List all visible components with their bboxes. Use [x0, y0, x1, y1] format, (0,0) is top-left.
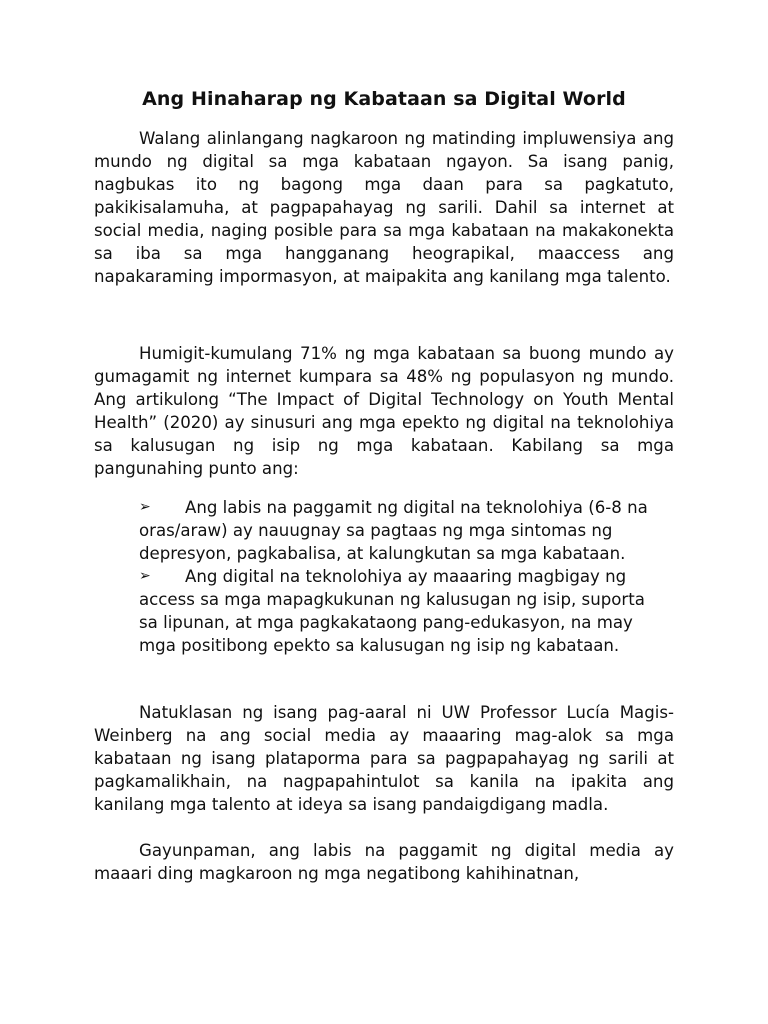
arrowhead-bullet-icon: ➢ [139, 499, 151, 515]
document-page [94, 0, 674, 885]
paragraph-study: Natuklasan ng isang pag-aaral ni UW Professor Lucía Magis-Weinberg na ang social media ay maaaring mag-alok sa mga kabataan ng isang plataporma para sa pagpapahayag ng sarili at pagkamalikhain, na nagpapahintulot sa kanila na ipakita ang kanilang mga talento at ideya sa isang pandaigdigang madla. [94, 703, 674, 814]
document-title: Ang Hinaharap ng Kabataan sa Digital World [142, 88, 626, 110]
list-item [139, 496, 674, 565]
paragraph-statistics: Humigit-kumulang 71% ng mga kabataan sa buong mundo ay gumagamit ng internet kumpara sa 48% ng populasyon ng mundo. Ang artikulong “The Impact of Digital Technology on Youth Mental Health” (2020) ay sinusuri ang mga epekto ng digital na teknolohiya sa kalusugan ng isip ng mga kabataan. Kabilang sa mga pangunahing punto ang: [94, 344, 674, 478]
list-item-text: Ang digital na teknolohiya ay maaaring magbigay ng access sa mga mapagkukunan ng kalusugan ng isip, suporta sa lipunan, at mga pagkakataong pang-edukasyon, na may mga positibong epekto sa kalusugan ng isip ng kabataan. [139, 567, 645, 655]
arrowhead-bullet-icon: ➢ [139, 568, 151, 584]
key-points-list [94, 496, 674, 657]
list-item-text: Ang labis na paggamit ng digital na teknolohiya (6-8 na oras/araw) ay nauugnay sa pagtaas ng mga sintomas ng depresyon, pagkabalisa, at kalungkutan sa mga kabataan. [139, 498, 648, 563]
paragraph-however: Gayunpaman, ang labis na paggamit ng digital media ay maaari ding magkaroon ng mga negatibong kahihinatnan, [94, 841, 674, 883]
paragraph-intro: Walang alinlangang nagkaroon ng matinding impluwensiya ang mundo ng digital sa mga kabataan ngayon. Sa isang panig, nagbukas ito ng bagong mga daan para sa pagkatuto, pakikisalamuha, at pagpapahayag ng sarili. Dahil sa internet at social media, naging posible para sa mga kabataan na makakonekta sa iba sa mga hangganang heograpikal, maaccess ang napakaraming impormasyon, at maipakita ang kanilang mga talento. [94, 129, 674, 286]
list-item [139, 565, 674, 657]
